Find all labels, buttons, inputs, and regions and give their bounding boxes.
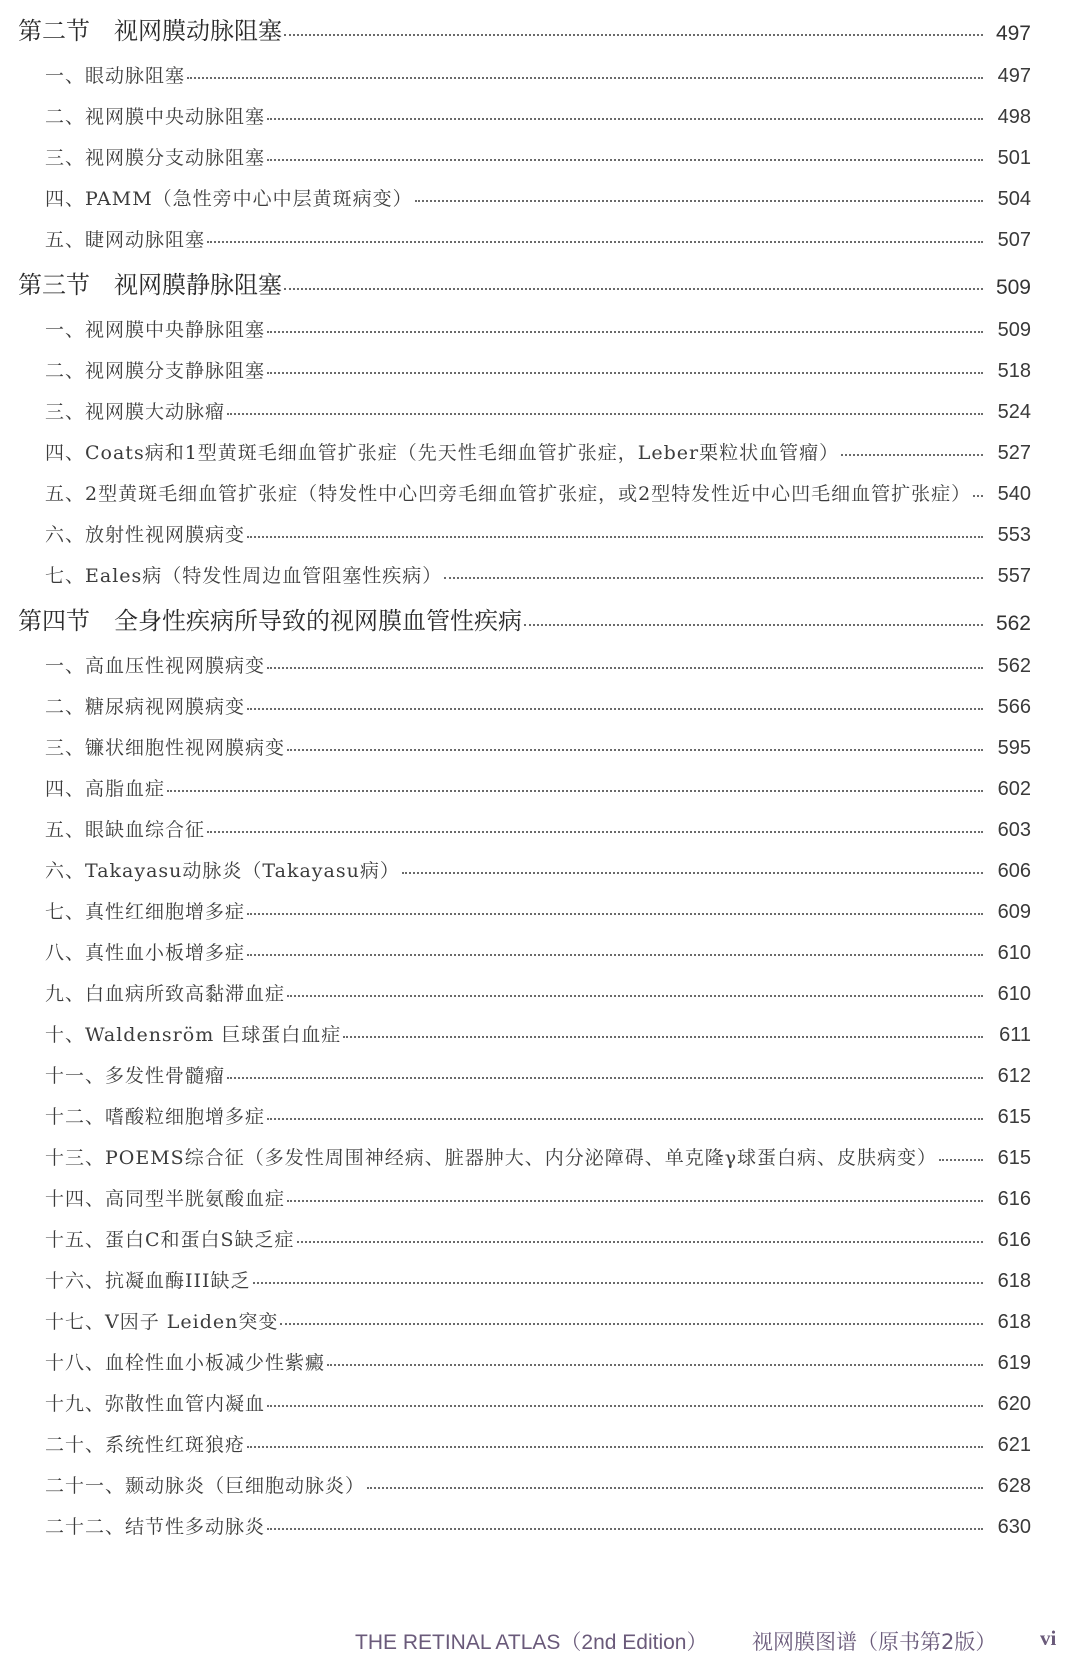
toc-entry-title: 一、高血压性视网膜病变 bbox=[45, 655, 266, 677]
toc-entry-page: 504 bbox=[997, 188, 1031, 210]
footer-book-title-en: THE RETINAL ATLAS（2nd Edition） bbox=[355, 1631, 708, 1654]
toc-entry[interactable] bbox=[0, 52, 1080, 88]
toc-entry[interactable] bbox=[0, 1298, 1080, 1334]
dot-leader bbox=[280, 1323, 983, 1325]
toc-entry-title: 十六、抗凝血酶III缺乏 bbox=[45, 1270, 251, 1292]
dot-leader bbox=[267, 1528, 983, 1530]
toc-entry-page: 562 bbox=[995, 612, 1031, 635]
toc-entry-page: 524 bbox=[997, 401, 1031, 423]
toc-entry-page: 615 bbox=[997, 1147, 1031, 1169]
toc-entry[interactable] bbox=[0, 642, 1080, 678]
toc-entry-title: 十七、V因子 Leiden突变 bbox=[45, 1311, 279, 1333]
toc-entry[interactable] bbox=[0, 724, 1080, 760]
dot-leader bbox=[267, 667, 983, 669]
toc-entry-title: 四、PAMM（急性旁中心中层黄斑病变） bbox=[45, 188, 413, 210]
dot-leader bbox=[247, 1446, 983, 1448]
toc-entry-page: 618 bbox=[997, 1311, 1031, 1333]
toc-entry-title: 六、Takayasu动脉炎（Takayasu病） bbox=[45, 860, 400, 882]
dot-leader bbox=[524, 624, 983, 626]
toc-entry-page: 557 bbox=[997, 565, 1031, 587]
toc-entry-title: 十九、弥散性血管内凝血 bbox=[45, 1393, 266, 1415]
toc-entry-page: 501 bbox=[997, 147, 1031, 169]
dot-leader bbox=[227, 1077, 983, 1079]
page-footer bbox=[0, 1626, 1080, 1662]
toc-entry-title: 十三、POEMS综合征（多发性周围神经病、脏器肿大、内分泌障碍、单克隆γ球蛋白病、皮肤病变） bbox=[45, 1147, 938, 1169]
dot-leader bbox=[287, 1200, 983, 1202]
toc-entry-title: 六、放射性视网膜病变 bbox=[45, 524, 246, 546]
dot-leader bbox=[973, 495, 983, 497]
dot-leader bbox=[327, 1364, 983, 1366]
toc-entry-page: 509 bbox=[997, 319, 1031, 341]
toc-section[interactable] bbox=[0, 264, 1080, 300]
toc-entry-page: 615 bbox=[997, 1106, 1031, 1128]
toc-entry[interactable] bbox=[0, 683, 1080, 719]
footer-book-title-cn: 视网膜图谱（原书第2版） bbox=[752, 1630, 997, 1654]
dot-leader bbox=[297, 1241, 983, 1243]
dot-leader bbox=[287, 749, 983, 751]
toc-entry-title: 十四、高同型半胱氨酸血症 bbox=[45, 1188, 286, 1210]
toc-entry-title: 八、真性血小板增多症 bbox=[45, 942, 246, 964]
toc-entry-title: 十五、蛋白C和蛋白S缺乏症 bbox=[45, 1229, 295, 1251]
toc-entry-title: 十一、多发性骨髓瘤 bbox=[45, 1065, 226, 1087]
toc-entry-title: 五、睫网动脉阻塞 bbox=[45, 229, 206, 251]
toc-entry[interactable] bbox=[0, 1339, 1080, 1375]
toc-entry-title: 七、Eales病（特发性周边血管阻塞性疾病） bbox=[45, 565, 443, 587]
toc-entry-title: 十、Waldensröm 巨球蛋白血症 bbox=[45, 1024, 342, 1046]
toc-entry-page: 610 bbox=[997, 983, 1031, 1005]
toc-entry[interactable] bbox=[0, 1134, 1080, 1170]
toc-entry-page: 619 bbox=[997, 1352, 1031, 1374]
toc-entry[interactable] bbox=[0, 806, 1080, 842]
toc-entry[interactable] bbox=[0, 216, 1080, 252]
toc-entry-title: 二十二、结节性多动脉炎 bbox=[45, 1516, 266, 1538]
toc-entry[interactable] bbox=[0, 93, 1080, 129]
toc-entry[interactable] bbox=[0, 1011, 1080, 1047]
toc-entry[interactable] bbox=[0, 888, 1080, 924]
toc-entry[interactable] bbox=[0, 765, 1080, 801]
toc-entry-page: 497 bbox=[995, 22, 1031, 45]
dot-leader bbox=[267, 118, 983, 120]
toc-entry[interactable] bbox=[0, 1093, 1080, 1129]
dot-leader bbox=[415, 200, 983, 202]
dot-leader bbox=[247, 954, 983, 956]
toc-entry-title: 二、视网膜分支静脉阻塞 bbox=[45, 360, 266, 382]
toc-entry-page: 616 bbox=[997, 1188, 1031, 1210]
toc-entry-page: 610 bbox=[997, 942, 1031, 964]
toc-entry-page: 609 bbox=[997, 901, 1031, 923]
toc-section[interactable] bbox=[0, 10, 1080, 46]
dot-leader bbox=[841, 454, 983, 456]
toc-entry[interactable] bbox=[0, 388, 1080, 424]
toc-entry[interactable] bbox=[0, 1216, 1080, 1252]
toc-entry-title: 九、白血病所致高黏滞血症 bbox=[45, 983, 286, 1005]
dot-leader bbox=[167, 790, 983, 792]
toc-entry[interactable] bbox=[0, 552, 1080, 588]
toc-entry[interactable] bbox=[0, 1052, 1080, 1088]
dot-leader bbox=[343, 1036, 983, 1038]
toc-entry-title: 第二节 视网膜动脉阻塞 bbox=[18, 17, 282, 45]
toc-entry-page: 620 bbox=[997, 1393, 1031, 1415]
dot-leader bbox=[267, 159, 983, 161]
toc-entry[interactable] bbox=[0, 511, 1080, 547]
toc-entry-title: 二、视网膜中央动脉阻塞 bbox=[45, 106, 266, 128]
toc-entry-page: 628 bbox=[997, 1475, 1031, 1497]
dot-leader bbox=[367, 1487, 983, 1489]
dot-leader bbox=[287, 995, 983, 997]
dot-leader bbox=[207, 831, 983, 833]
dot-leader bbox=[187, 77, 983, 79]
toc-entry[interactable] bbox=[0, 1175, 1080, 1211]
toc-entry-page: 507 bbox=[997, 229, 1031, 251]
toc-entry[interactable] bbox=[0, 1380, 1080, 1416]
dot-leader bbox=[267, 1118, 983, 1120]
dot-leader bbox=[267, 372, 983, 374]
toc-entry-title: 一、视网膜中央静脉阻塞 bbox=[45, 319, 266, 341]
toc-entry-title: 第四节 全身性疾病所导致的视网膜血管性疾病 bbox=[18, 607, 522, 635]
toc-entry[interactable] bbox=[0, 470, 1080, 506]
toc-entry-title: 二十、系统性红斑狼疮 bbox=[45, 1434, 246, 1456]
dot-leader bbox=[284, 288, 983, 290]
toc-entry-title: 四、高脂血症 bbox=[45, 778, 166, 800]
toc-entry-title: 十二、嗜酸粒细胞增多症 bbox=[45, 1106, 266, 1128]
dot-leader bbox=[284, 34, 983, 36]
toc-entry-page: 497 bbox=[997, 65, 1031, 87]
toc-section[interactable] bbox=[0, 600, 1080, 636]
toc-entry-page: 612 bbox=[997, 1065, 1031, 1087]
dot-leader bbox=[939, 1159, 983, 1161]
toc-entry-page: 611 bbox=[999, 1024, 1031, 1046]
toc-entry-page: 606 bbox=[997, 860, 1031, 882]
toc-entry-page: 566 bbox=[997, 696, 1031, 718]
toc-entry-title: 三、镰状细胞性视网膜病变 bbox=[45, 737, 286, 759]
toc-entry[interactable] bbox=[0, 847, 1080, 883]
toc-entry-page: 618 bbox=[997, 1270, 1031, 1292]
toc-entry[interactable] bbox=[0, 1421, 1080, 1457]
toc-entry-page: 527 bbox=[997, 442, 1031, 464]
toc-entry[interactable] bbox=[0, 929, 1080, 965]
toc-entry[interactable] bbox=[0, 306, 1080, 342]
dot-leader bbox=[247, 536, 983, 538]
toc-entry[interactable] bbox=[0, 429, 1080, 465]
toc-entry-title: 五、2型黄斑毛细血管扩张症（特发性中心凹旁毛细血管扩张症，或2型特发性近中心凹毛细血管扩张症） bbox=[45, 483, 972, 505]
toc-entry-page: 553 bbox=[997, 524, 1031, 546]
dot-leader bbox=[267, 1405, 983, 1407]
toc-entry-title: 二、糖尿病视网膜病变 bbox=[45, 696, 246, 718]
toc-entry-page: 562 bbox=[997, 655, 1031, 677]
dot-leader bbox=[247, 913, 983, 915]
dot-leader bbox=[247, 708, 983, 710]
toc-entry[interactable] bbox=[0, 970, 1080, 1006]
toc-entry-page: 602 bbox=[997, 778, 1031, 800]
toc-entry-page: 518 bbox=[997, 360, 1031, 382]
toc-entry-title: 三、视网膜分支动脉阻塞 bbox=[45, 147, 266, 169]
toc-entry-page: 603 bbox=[997, 819, 1031, 841]
toc-entry-page: 509 bbox=[995, 276, 1031, 299]
dot-leader bbox=[207, 241, 983, 243]
toc-entry-title: 一、眼动脉阻塞 bbox=[45, 65, 186, 87]
toc-entry-title: 三、视网膜大动脉瘤 bbox=[45, 401, 226, 423]
toc-entry-title: 二十一、颞动脉炎（巨细胞动脉炎） bbox=[45, 1475, 366, 1497]
toc-entry-page: 498 bbox=[997, 106, 1031, 128]
toc-entry-title: 四、Coats病和1型黄斑毛细血管扩张症（先天性毛细血管扩张症，Leber栗粒状血管瘤） bbox=[45, 442, 840, 464]
footer-page-number: vi bbox=[1040, 1626, 1057, 1650]
toc-entry-title: 七、真性红细胞增多症 bbox=[45, 901, 246, 923]
toc-entry[interactable] bbox=[0, 175, 1080, 211]
dot-leader bbox=[253, 1282, 983, 1284]
toc-entry-page: 616 bbox=[997, 1229, 1031, 1251]
toc-entry[interactable] bbox=[0, 1462, 1080, 1498]
dot-leader bbox=[444, 577, 983, 579]
toc-entry-title: 十八、血栓性血小板减少性紫癜 bbox=[45, 1352, 326, 1374]
toc-entry-page: 540 bbox=[997, 483, 1031, 505]
toc-entry-title: 第三节 视网膜静脉阻塞 bbox=[18, 271, 282, 299]
toc-entry[interactable] bbox=[0, 134, 1080, 170]
toc-entry-page: 630 bbox=[997, 1516, 1031, 1538]
toc-entry-title: 五、眼缺血综合征 bbox=[45, 819, 206, 841]
dot-leader bbox=[227, 413, 983, 415]
dot-leader bbox=[402, 872, 983, 874]
toc-entry-page: 621 bbox=[997, 1434, 1031, 1456]
toc-entry-page: 595 bbox=[997, 737, 1031, 759]
toc-entry[interactable] bbox=[0, 1257, 1080, 1293]
toc-entry[interactable] bbox=[0, 1503, 1080, 1539]
dot-leader bbox=[267, 331, 983, 333]
toc-entry[interactable] bbox=[0, 347, 1080, 383]
